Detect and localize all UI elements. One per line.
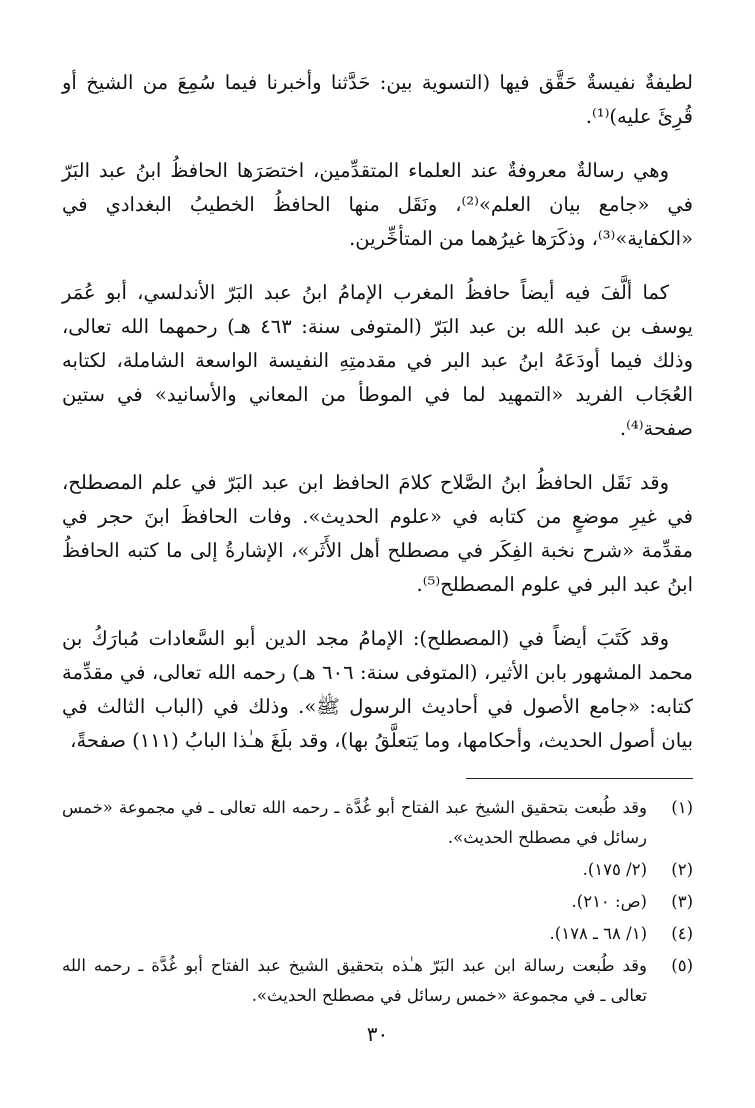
footnote-text: وقد طُبعت بتحقيق الشيخ عبد الفتاح أبو غُدَّة ـ رحمه الله تعالى ـ في مجموعة «خمس رسائل في مصطلح الحديث». [62,798,647,847]
paragraph-3: كما ألَّفَ فيه أيضاً حافظُ المغرب الإمامُ ابنُ عبد البَرّ الأندلسي، أبو عُمَر يوسف بن عبد الله بن عبد البَرّ (المتوفى سنة: ٤٦٣ هـ) رحمهما الله تعالى، وذلك فيما أودَعَهُ ابنُ عبد البر في مقدمتِهِ النفيسة الواسعة الشاملة، لكتابه العُجَاب الفريد «التمهيد لما في الموطأ من المعاني والأسانيد» في ستين صفحة⁽⁴⁾. [62,281,693,440]
footnote-number: (٥) [671,956,693,975]
footnote [62,855,693,885]
footnote-text: وقد طُبعت رسالة ابن عبد البَرّ هـٰذه بتحقيق الشيخ عبد الفتاح أبو غُدَّة ـ رحمه الله تعالى ـ في مجموعة «خمس رسائل في مصطلح الحديث». [62,956,647,1005]
footnote [62,951,693,1011]
footnote-text: (٢/ ١٧٥). [582,860,647,879]
paragraph-1: لطيفةٌ نفيسةٌ حَقَّق فيها (التسوية بين: حَدَّثنا وأخبرنا فيما سُمِعَ من الشيخ أو قُرِئَ عليه)⁽¹⁾. [62,71,693,128]
paragraph-5: وقد كَتَبَ أيضاً في (المصطلح): الإمامُ مجد الدين أبو السَّعادات مُبارَكُ بن محمد المشهور بابن الأثير، (المتوفى سنة: ٦٠٦ هـ) رحمه الله تعالى، في مقدِّمة كتابه: «جامع الأصول في أحاديث الرسول ﷺ». وذلك في (الباب الثالث في بيان أصول الحديث، وأحكامها، وما يَتعلَّقُ بها)، وقد بلَغَ هـٰذا البابُ (١١١) صفحةً، [62,627,693,752]
footnote-number: (٣) [671,892,693,911]
footnote-number: (٢) [671,860,693,879]
footnote-number: (١) [671,798,693,817]
footnote-text: (١/ ٦٨ ـ ١٧٨). [549,924,647,943]
page-number: ٣٠ [366,1022,389,1046]
footnote [62,887,693,917]
footnotes [62,793,693,1011]
footnote-text: (ص: ٢١٠). [571,892,647,911]
footnote [62,919,693,949]
footnote-number: (٤) [671,924,693,943]
paragraph-2: وهي رسالةٌ معروفةٌ عند العلماء المتقدِّمين، اختصَرَها الحافظُ ابنُ عبد البَرّ في «جامع بيان العلم»⁽²⁾، ونَقَل منها الحافظُ الخطيبُ البغدادي في «الكفاية»⁽³⁾، وذكَرَها غيرُهما من المتأخِّرين. [62,159,693,250]
paragraph-4: وقد نَقَل الحافظُ ابنُ الصَّلاح كلامَ الحافظ ابن عبد البَرّ في علم المصطلح، في غيرِ موضعٍ من كتابه في «علوم الحديث». وفات الحافظَ ابنَ حجر في مقدِّمة «شرح نخبة الفِكَر في مصطلح أهل الأَثَر»، الإشارةُ إلى ما كتبه الحافظُ ابنُ عبد البر في علوم المصطلح⁽⁵⁾. [62,471,693,596]
footnote-divider [466,778,693,779]
footnote [62,793,693,853]
main-text [62,66,693,758]
